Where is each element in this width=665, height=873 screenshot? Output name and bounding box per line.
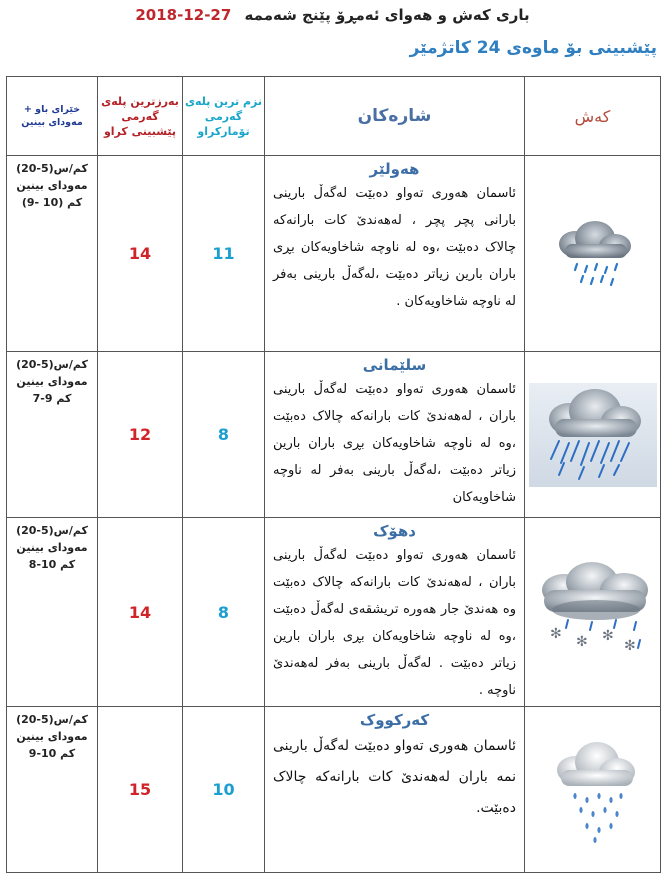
report-date: 2018-12-27 — [135, 6, 232, 24]
report-title — [0, 6, 665, 24]
weather-icon-cell — [525, 707, 661, 873]
drizzle-cloud-icon — [545, 730, 641, 850]
visibility-value: 9-10 کم — [28, 747, 76, 760]
header-weather: کەش — [525, 77, 661, 156]
header-wind: خێرای باو + مەودای بینین — [7, 77, 98, 156]
weather-icon-cell — [525, 518, 661, 707]
report-title-text: باری کەش و هەوای ئەمڕۆ پێنج شەممە — [244, 6, 530, 24]
header-min-temp: نزم ترین پلەی گەرمی تۆمارکراو — [183, 77, 265, 156]
visibility-value: 8-10 کم — [28, 558, 76, 571]
wind-cell — [7, 156, 98, 352]
visibility-label: مەودای بینین — [16, 375, 88, 388]
min-temp: 11 — [183, 156, 265, 352]
header-max-temp: بەرزترین پلەی گەرمی پێشبینی کراو — [98, 77, 183, 156]
weather-icon-cell — [525, 352, 661, 518]
description-cell — [265, 518, 525, 707]
wind-speed: (20-5)کم/س — [16, 713, 88, 726]
rain-cloud-icon — [543, 214, 643, 294]
description-cell — [265, 707, 525, 873]
visibility-label: مەودای بینین — [16, 179, 88, 192]
table-row — [7, 518, 661, 707]
weather-icon-cell — [525, 156, 661, 352]
heavy-rain-icon — [529, 383, 657, 487]
city-name: هەولێر — [369, 160, 420, 178]
min-temp: 10 — [183, 707, 265, 873]
forecast-text: ئاسمان هەوری تەواو دەبێت لەگەڵ بارینی نمە باران لەهەندێ کات بارانەکە چالاک دەبێت. — [273, 738, 516, 816]
wind-speed: (20-5)کم/س — [16, 162, 88, 175]
visibility-label: مەودای بینین — [16, 541, 88, 554]
header-cities: شارەکان — [265, 77, 525, 156]
svg-text:✻: ✻ — [601, 628, 614, 644]
table-row — [7, 352, 661, 518]
description-cell — [265, 352, 525, 518]
wind-cell — [7, 518, 98, 707]
table-row — [7, 156, 661, 352]
visibility-value: (9- 10) کم — [21, 196, 83, 209]
forecast-text: ئاسمان هەوری تەواو دەبێت لەگەڵ بارینی بارانی پچر پچر ، لەهەندێ کات بارانەکە چالاک دەبێت ،وە لە ناوچە شاخاویەکان بڕی باران بارین زیاتر دەبێت ،لەگەڵ بارینی بەفر لە ناوچە شاخاویەکان . — [273, 186, 516, 309]
max-temp: 14 — [98, 156, 183, 352]
forecast-text: ئاسمان هەوری تەواو دەبێت لەگەڵ بارینی باران ، لەهەندێ کات بارانەکە چالاک دەبێت وە هەندێ جار هەورە تریشقەی لەگەڵ دەبێت ،وە لە ناوچە شاخاویەکان بڕی باران بارین زیاتر دەبێت . لەگەڵ بارینی بەفر لەهەندێ ناوچە . — [273, 548, 516, 698]
city-name: دهۆک — [373, 522, 416, 540]
min-temp: 8 — [183, 518, 265, 707]
svg-text:✻: ✻ — [549, 626, 562, 642]
max-temp: 12 — [98, 352, 183, 518]
snow-rain-icon — [530, 560, 656, 664]
forecast-text: ئاسمان هەوری تەواو دەبێت لەگەڵ بارینی باران ، لەهەندێ کات بارانەکە چالاک دەبێت ،وە لە ناوچە شاخاویەکان بڕی باران بارین زیاتر دەبێت ،لەگەڵ بارینی بەفر لە ناوچە شاخاویەکان — [273, 382, 516, 505]
forecast-table — [6, 76, 661, 873]
wind-speed: (20-5)کم/س — [16, 358, 88, 371]
forecast-subtitle: پێشبینی بۆ ماوەی 24 کاتژمێر — [409, 38, 657, 58]
svg-text:✻: ✻ — [575, 634, 588, 650]
table-header-row — [7, 77, 661, 156]
visibility-label: مەودای بینین — [16, 730, 88, 743]
max-temp: 14 — [98, 518, 183, 707]
max-temp: 15 — [98, 707, 183, 873]
table-row — [7, 707, 661, 873]
city-name: سلێمانی — [362, 356, 427, 374]
min-temp: 8 — [183, 352, 265, 518]
svg-text:✻: ✻ — [623, 638, 636, 654]
description-cell — [265, 156, 525, 352]
wind-cell — [7, 352, 98, 518]
wind-speed: (20-5)کم/س — [16, 524, 88, 537]
visibility-value: 7-9 کم — [32, 392, 72, 405]
city-name: کەرکووک — [359, 711, 430, 729]
wind-cell — [7, 707, 98, 873]
